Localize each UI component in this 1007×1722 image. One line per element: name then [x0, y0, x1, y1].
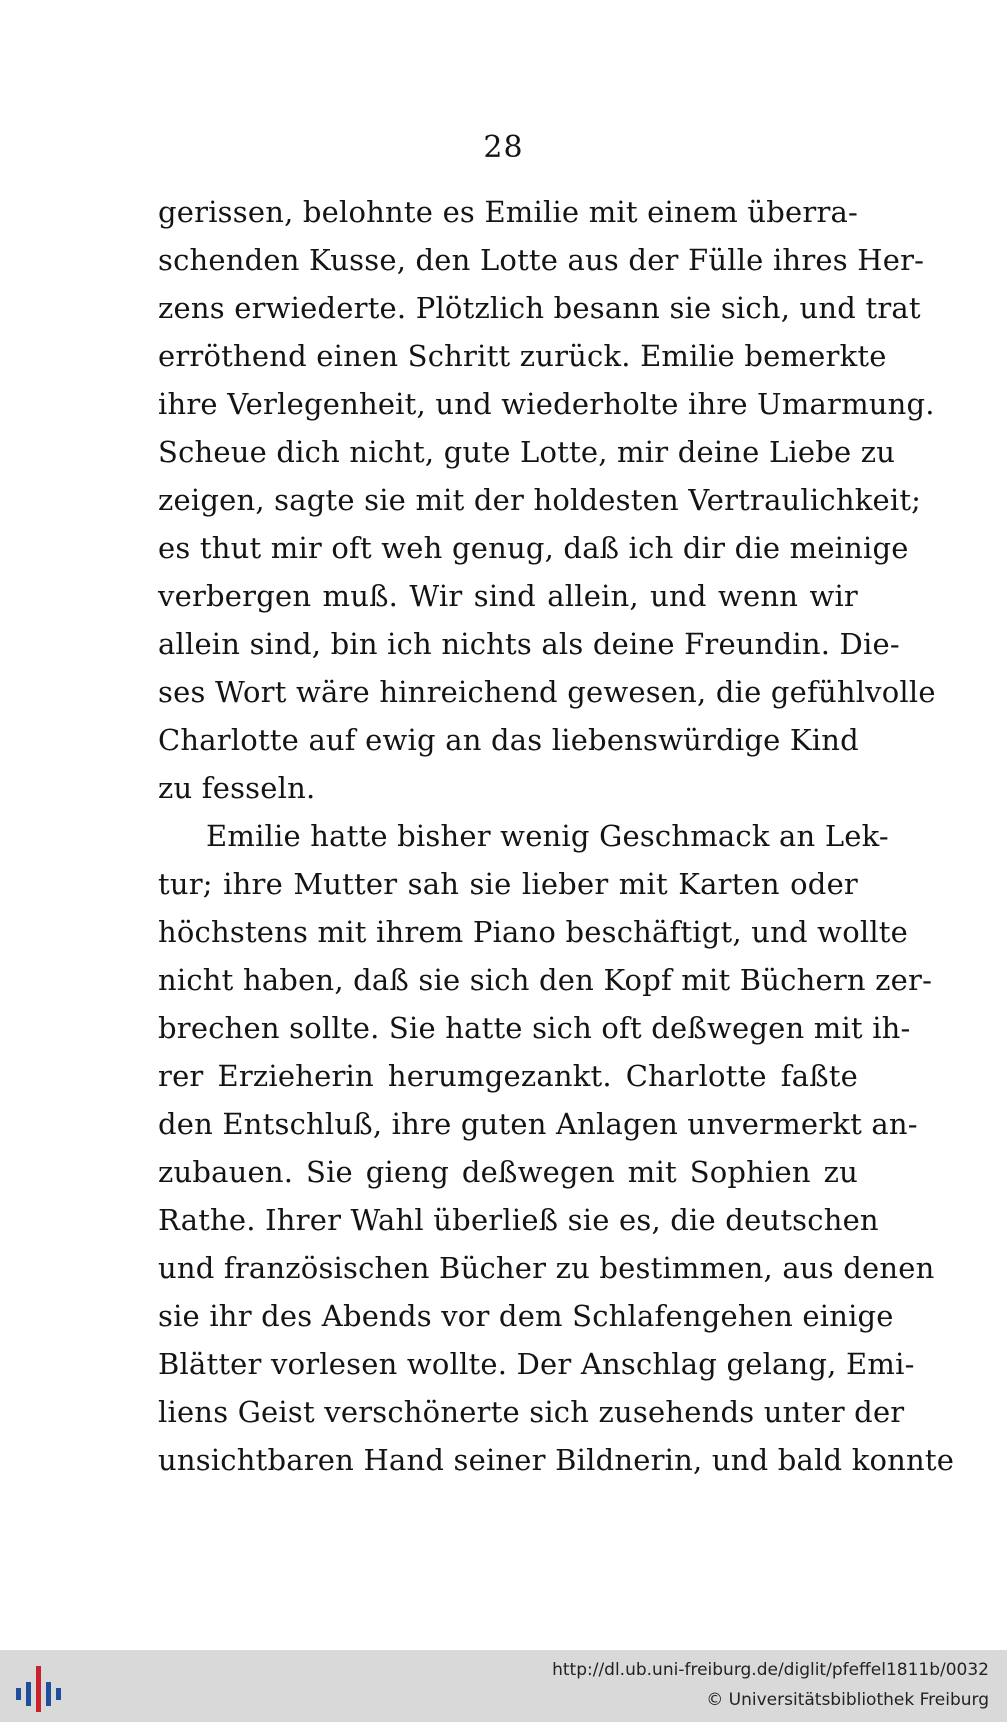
text-line: liens Geist verschönerte sich zusehends unter der	[158, 1395, 905, 1429]
body-text	[158, 188, 955, 1484]
text-line: schenden Kusse, den Lotte aus der Fülle ihres Her-	[158, 243, 925, 277]
text-line: verbergen muß. Wir sind allein, und wenn wir	[158, 579, 858, 613]
text-line: Emilie hatte bisher wenig Geschmack an Lek-	[206, 819, 889, 853]
text-line: erröthend einen Schritt zurück. Emilie bemerkte	[158, 339, 887, 373]
text-line: ihre Verlegenheit, und wiederholte ihre Umarmung.	[158, 387, 935, 421]
text-line: zens erwiederte. Plötzlich besann sie sich, und trat	[158, 291, 921, 325]
text-line: Rathe. Ihrer Wahl überließ sie es, die deutschen	[158, 1203, 879, 1237]
text-line: Scheue dich nicht, gute Lotte, mir deine Liebe zu	[158, 435, 896, 469]
page-number: 28	[483, 130, 524, 165]
text-line: rer Erzieherin herumgezankt. Charlotte faßte	[158, 1059, 858, 1093]
text-line: zeigen, sagte sie mit der holdesten Vertraulichkeit;	[158, 483, 922, 517]
text-line: Blätter vorlesen wollte. Der Anschlag gelang, Emi-	[158, 1347, 915, 1381]
text-line: zu fesseln.	[158, 771, 316, 805]
text-line: brechen sollte. Sie hatte sich oft deßwegen mit ih-	[158, 1011, 911, 1045]
text-line: es thut mir oft weh genug, daß ich dir die meinige	[158, 531, 909, 565]
text-line: zubauen. Sie gieng deßwegen mit Sophien zu	[158, 1155, 858, 1189]
text-line: sie ihr des Abends vor dem Schlafengehen einige	[158, 1299, 894, 1333]
text-line: tur; ihre Mutter sah sie lieber mit Karten oder	[158, 867, 858, 901]
footer-bar	[0, 1650, 1007, 1722]
copyright-notice: © Universitätsbibliothek Freiburg	[706, 1690, 989, 1710]
text-line: nicht haben, daß sie sich den Kopf mit Büchern zer-	[158, 963, 933, 997]
text-line: allein sind, bin ich nichts als deine Freundin. Die-	[158, 627, 900, 661]
source-url-link[interactable]: http://dl.ub.uni-freiburg.de/diglit/pfeffel1811b/0032	[552, 1660, 989, 1680]
text-line: Charlotte auf ewig an das liebenswürdige Kind	[158, 723, 859, 757]
text-line: höchstens mit ihrem Piano beschäftigt, und wollte	[158, 915, 909, 949]
ub-freiburg-logo-icon	[12, 1664, 68, 1714]
text-line: und französischen Bücher zu bestimmen, aus denen	[158, 1251, 935, 1285]
text-line: gerissen, belohnte es Emilie mit einem überra-	[158, 195, 858, 229]
text-line: den Entschluß, ihre guten Anlagen unvermerkt an-	[158, 1107, 918, 1141]
text-line: ses Wort wäre hinreichend gewesen, die gefühlvolle	[158, 675, 936, 709]
text-line: unsichtbaren Hand seiner Bildnerin, und bald konnte	[158, 1443, 955, 1477]
